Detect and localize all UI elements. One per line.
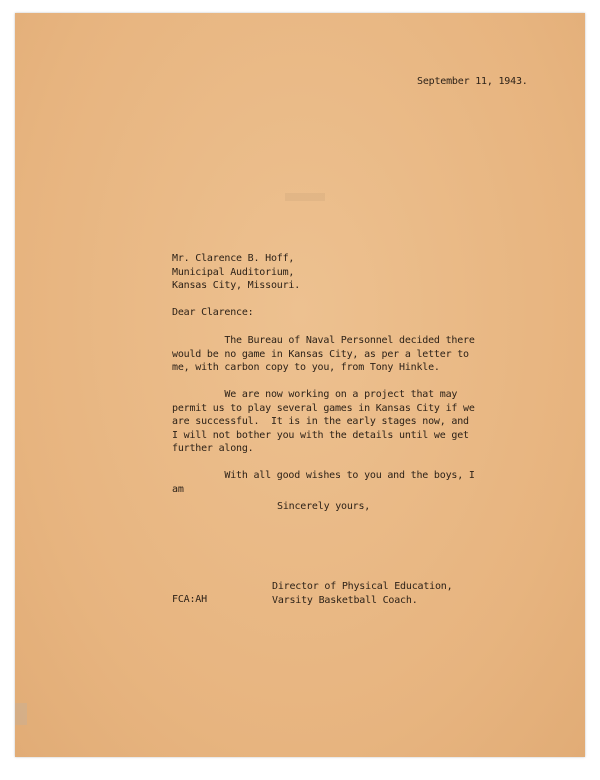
letter-sheet [15,13,585,757]
complimentary-closing: Sincerely yours, [277,501,371,512]
letter-body [172,334,475,496]
signature-title-2: Varsity Basketball Coach. [272,594,418,606]
signature-block [272,580,452,607]
paragraph-1: The Bureau of Naval Personnel decided there would be no game in Kansas City, as per a letter to me, with carbon copy to you, from Tony Hinkle. [172,335,475,373]
salutation: Dear Clarence: [172,307,254,318]
letter-date: September 11, 1943. [417,76,528,87]
recipient-organization: Municipal Auditorium, [172,266,295,278]
signature-title-1: Director of Physical Education, [272,581,453,592]
paragraph-3: With all good wishes to you and the boys, I am [172,470,475,495]
recipient-city: Kansas City, Missouri. [172,280,301,291]
recipient-name: Mr. Clarence B. Hoff, [172,253,295,264]
recipient-address [172,252,300,293]
paragraph-2: We are now working on a project that may permit us to play several games in Kansas City if we are successful. It is in the early stages now, and I will not bother you with the details until we get further along. [172,389,475,454]
faint-mark [285,193,325,201]
typist-initials: FCA:AH [172,594,207,605]
paper-edge-mark [15,703,27,725]
